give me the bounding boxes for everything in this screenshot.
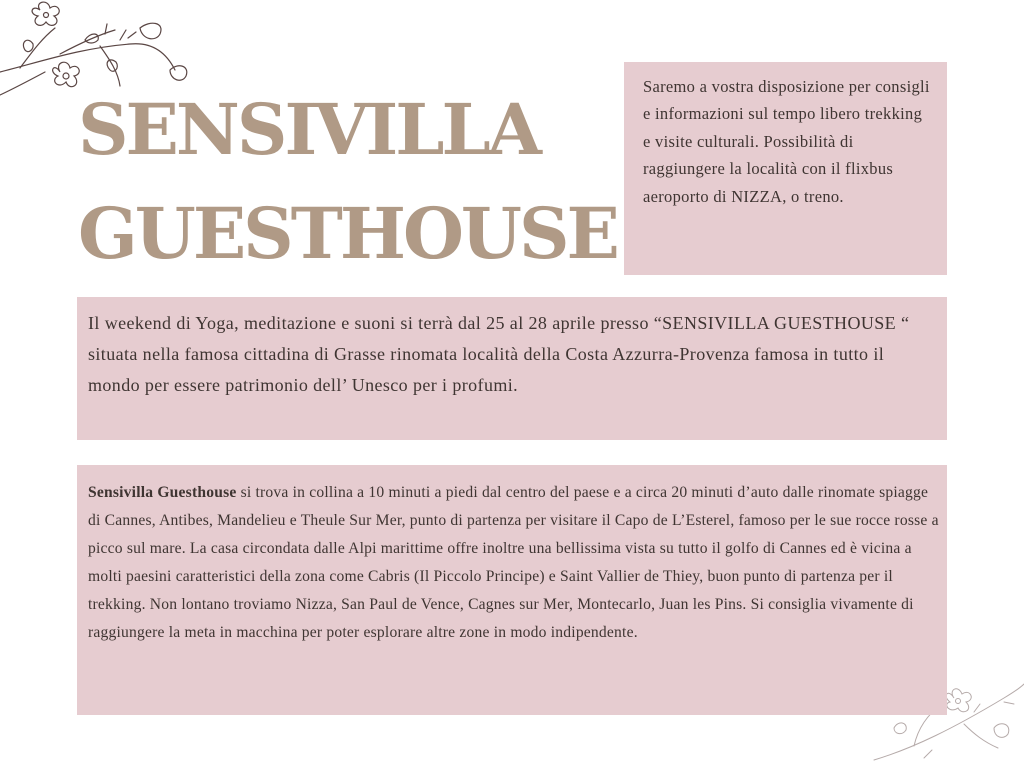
description-text: si trova in collina a 10 minuti a piedi dal centro del paese e a circa 20 minuti d’auto dalle rinomate spiagge di Cannes, Antibes, Mandelieu e Theule Sur Mer, punto di partenza per visitare il Capo de L’Esterel, famoso per le sue rocce rosse a picco sul mare. La casa circondata dalle Alpi marittime offre inoltre una bellissima vista su tutto il golfo di Cannes ed è vicina a molti paesini caratteristici della zona come Cabris (Il Piccolo Principe) e Saint Vallier de Thiey, buon punto di partenza per il trekking. Non lontano troviamo Nizza, San Paul de Vence, Cagnes sur Mer, Montecarlo, Juan les Pins. Si consiglia vivamente di raggiungere la meta in macchina per poter esplorare altre zone in modo indipendente. [88,484,939,641]
page-title [78,78,618,286]
guesthouse-name: Sensivilla Guesthouse [88,484,237,501]
title-line-1: SENSIVILLA [78,88,539,171]
info-box-text: Saremo a vostra disposizione per consigli e informazioni sul tempo libero trekking e visite culturali. Possibilità di raggiungere la località con il flixbus aeroporto di NIZZA, o treno. [643,77,930,206]
event-box-text: Il weekend di Yoga, meditazione e suoni si terrà dal 25 al 28 aprile presso “SENSIVILLA GUESTHOUSE “ situata nella famosa cittadina di Grasse rinomata località della Costa Azzurra-Provenza famosa in tutto il mondo per essere patrimonio dell’ Unesco per i profumi. [88,313,910,395]
event-box [77,297,947,440]
description-box [77,465,947,715]
title-line-2: GUESTHOUSE [78,192,617,275]
info-box [624,62,947,275]
